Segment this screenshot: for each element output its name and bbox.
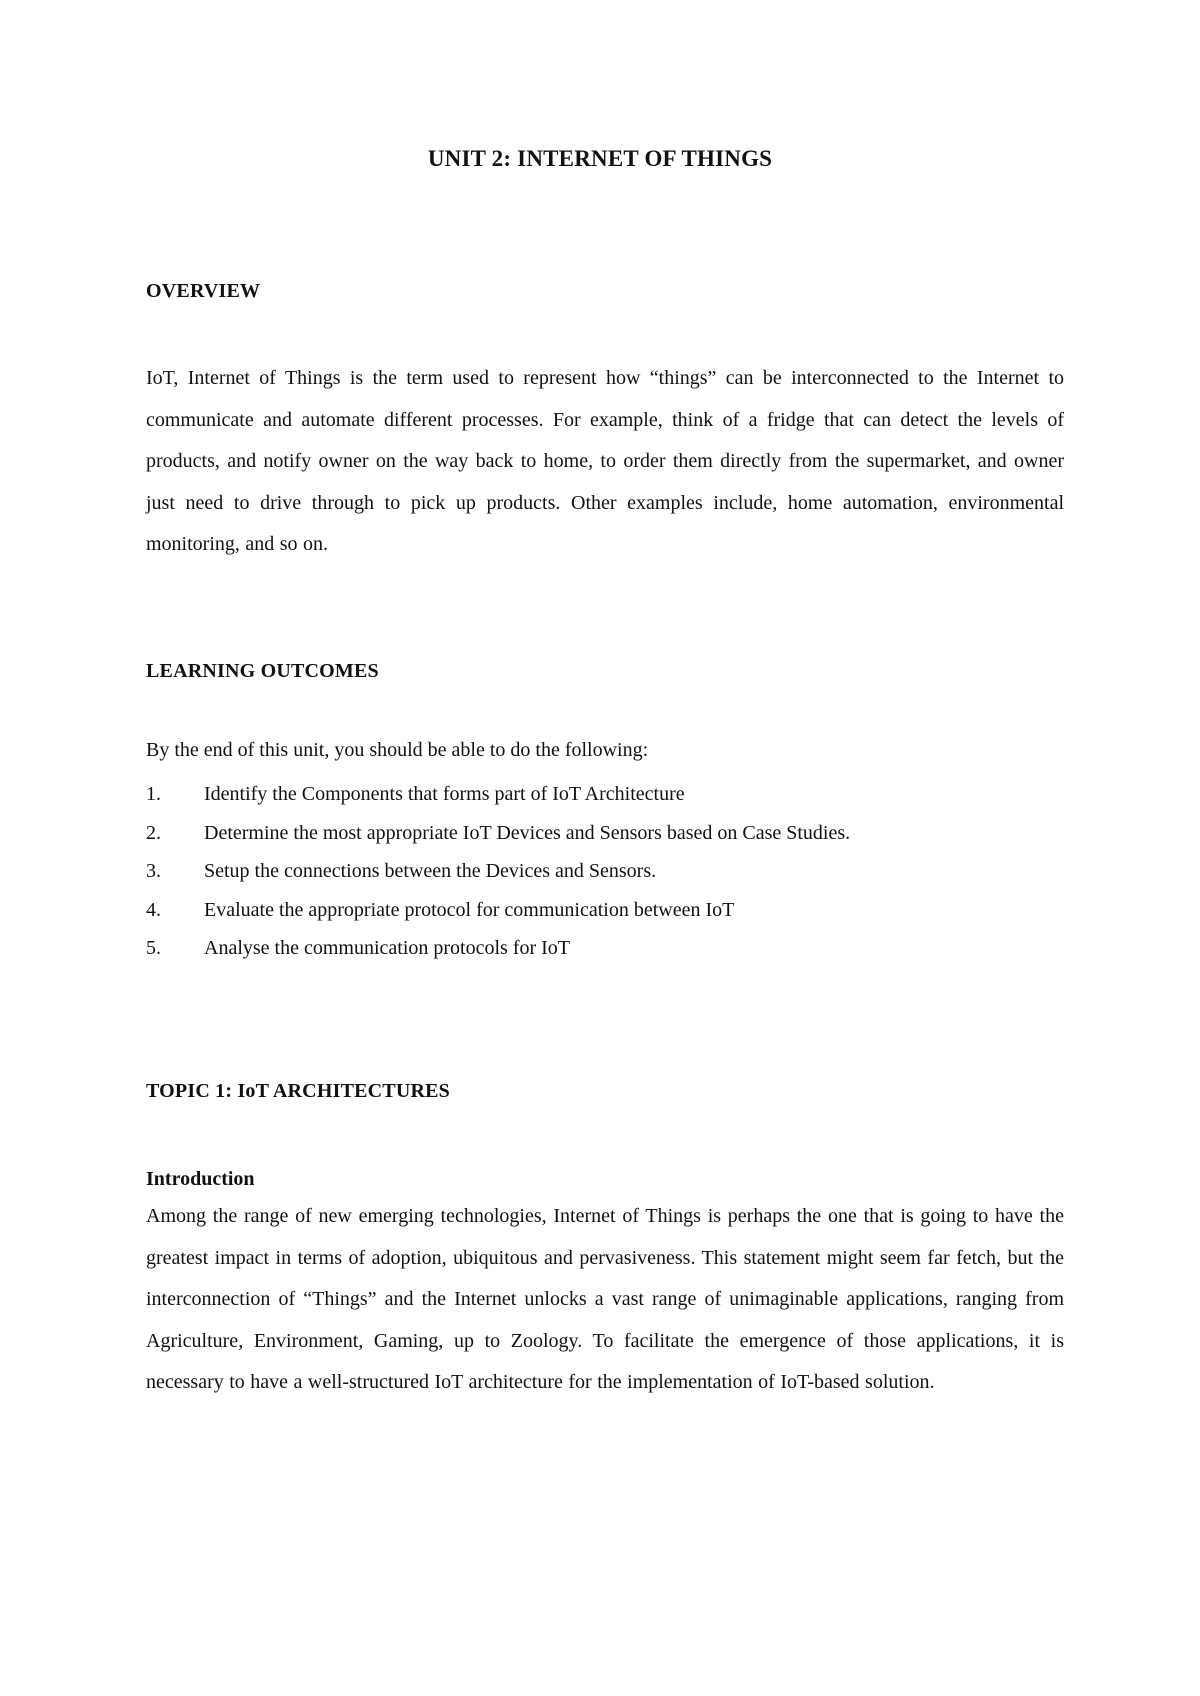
unit-title: UNIT 2: INTERNET OF THINGS xyxy=(427,146,773,171)
list-item-number: 3. xyxy=(146,860,161,882)
overview-paragraph: IoT, Internet of Things is the term used to represent how “things” can be interconnected to the Internet to communicate and automate different processes. For example, think of a fridge that can detect the levels of products, and notify owner on the way back to home, to order them directly from the supermarket, and owner just need to drive through to pick up products. Other examples include, home automation, environmental monitoring, and so on. xyxy=(146,367,1064,556)
list-item-text: Analyse the communication protocols for IoT xyxy=(204,937,571,959)
overview-heading: OVERVIEW xyxy=(146,280,261,302)
list-item-number: 5. xyxy=(146,937,161,959)
list-item xyxy=(146,822,1064,861)
list-item xyxy=(146,860,1064,899)
list-item-text: Identify the Components that forms part of IoT Architecture xyxy=(204,783,685,805)
topic1-subheading: Introduction xyxy=(146,1168,255,1190)
list-item-text: Setup the connections between the Devices and Sensors. xyxy=(204,860,657,882)
learning-outcomes-heading: LEARNING OUTCOMES xyxy=(146,660,379,682)
list-item-text: Evaluate the appropriate protocol for communication between IoT xyxy=(204,898,735,921)
topic1-heading: TOPIC 1: IoT ARCHITECTURES xyxy=(146,1080,450,1102)
learning-outcomes-list xyxy=(146,783,1064,976)
list-item xyxy=(146,899,1064,938)
list-item xyxy=(146,937,1064,976)
learning-outcomes-intro: By the end of this unit, you should be able to do the following: xyxy=(146,739,649,761)
list-item-number: 2. xyxy=(146,821,161,844)
list-item-text: Determine the most appropriate IoT Devices and Sensors based on Case Studies. xyxy=(204,821,851,844)
list-item-number: 1. xyxy=(146,783,161,805)
topic1-paragraph: Among the range of new emerging technologies, Internet of Things is perhaps the one that is going to have the greatest impact in terms of adoption, ubiquitous and pervasiveness. This statement might seem far fetch, but the interconnection of “Things” and the Internet unlocks a vast range of unimaginable applications, ranging from Agriculture, Environment, Gaming, up to Zoology. To facilitate the emergence of those applications, it is necessary to have a well-structured IoT architecture for the implementation of IoT-based solution. xyxy=(146,1205,1064,1394)
list-item xyxy=(146,783,1064,822)
list-item-number: 4. xyxy=(146,898,161,921)
